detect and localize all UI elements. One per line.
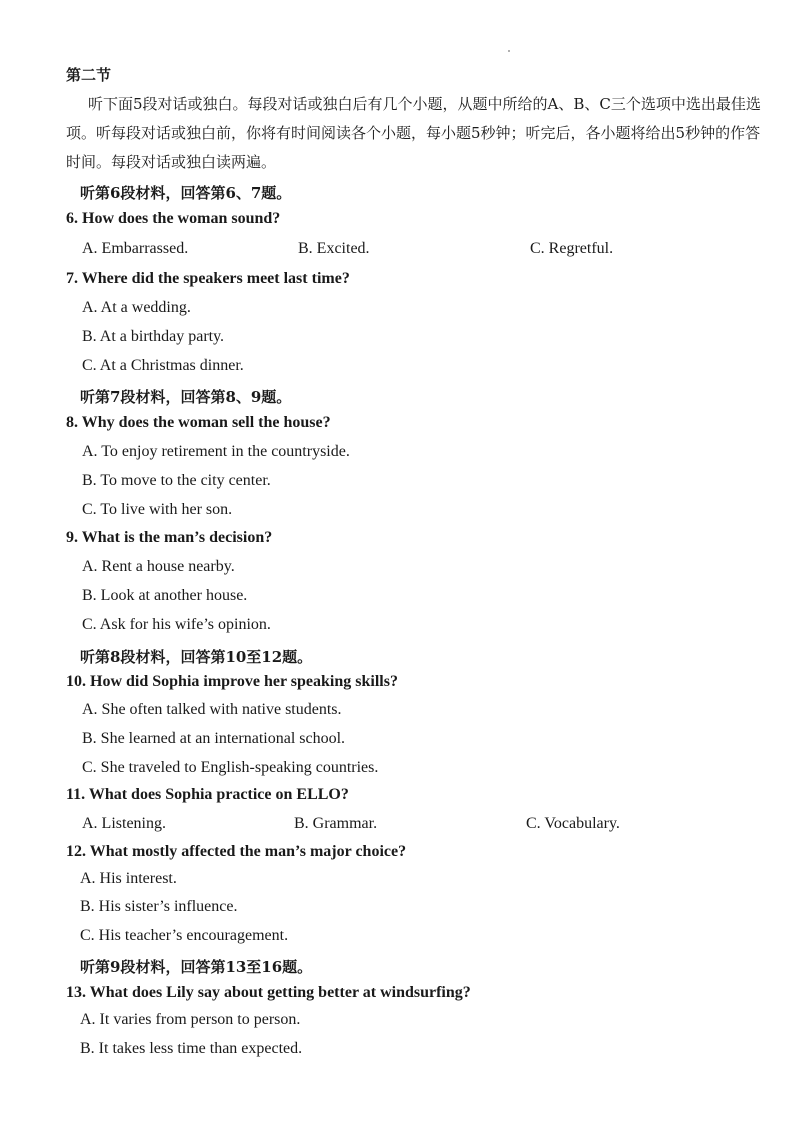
question-10: 10. How did Sophia improve her speaking skills? <box>66 673 398 690</box>
question-8: 8. Why does the woman sell the house? <box>66 414 331 431</box>
option-13b: B. It takes less time than expected. <box>80 1040 303 1057</box>
option-12a: A. His interest. <box>80 870 177 887</box>
option-12c: C. His teacher’s encouragement. <box>80 927 289 944</box>
question-12: 12. What mostly affected the man’s major choice? <box>66 843 407 860</box>
question-13: 13. What does Lily say about getting better at windsurfing? <box>66 984 471 1001</box>
option-6b: B. Excited. <box>298 240 370 257</box>
section-instructions: 听下面5段对话或独白。每段对话或独白后有几个小题，从题中所给的A、B、C三个选项中选出最佳选项。听每段对话或独白前，你将有时间阅读各个小题，每小题5秒钟；听完后，各小题将给出5秒钟的作答时间。每段对话或独白读两遍。 <box>66 95 761 171</box>
scan-speck <box>508 50 510 52</box>
option-10b: B. She learned at an international school. <box>82 730 346 747</box>
option-9b: B. Look at another house. <box>82 587 248 604</box>
option-6a: A. Embarrassed. <box>82 240 189 257</box>
listen-instruction-6: 听第6段材料，回答第6、7题。 <box>80 184 292 202</box>
option-9c: C. Ask for his wife’s opinion. <box>82 616 271 633</box>
option-11b: B. Grammar. <box>294 815 378 832</box>
option-7a: A. At a wedding. <box>82 299 191 316</box>
question-6: 6. How does the woman sound? <box>66 210 281 227</box>
option-9a: A. Rent a house nearby. <box>82 558 235 575</box>
option-7b: B. At a birthday party. <box>82 328 225 345</box>
option-6c: C. Regretful. <box>530 240 614 257</box>
listen-instruction-9: 听第9段材料，回答第13至16题。 <box>80 958 313 976</box>
option-8b: B. To move to the city center. <box>82 472 271 489</box>
option-8c: C. To live with her son. <box>82 501 233 518</box>
option-10c: C. She traveled to English-speaking countries. <box>82 759 379 776</box>
option-11a: A. Listening. <box>82 815 166 832</box>
section-title: 第二节 <box>66 66 112 84</box>
option-13a: A. It varies from person to person. <box>80 1011 301 1028</box>
listen-instruction-8: 听第8段材料，回答第10至12题。 <box>80 648 313 666</box>
option-12b: B. His sister’s influence. <box>80 898 238 915</box>
question-9: 9. What is the man’s decision? <box>66 529 273 546</box>
question-11: 11. What does Sophia practice on ELLO? <box>66 786 349 803</box>
option-10a: A. She often talked with native students. <box>82 701 342 718</box>
option-8a: A. To enjoy retirement in the countryside. <box>82 443 350 460</box>
listen-instruction-7: 听第7段材料，回答第8、9题。 <box>80 388 292 406</box>
option-7c: C. At a Christmas dinner. <box>82 357 244 374</box>
question-7: 7. Where did the speakers meet last time? <box>66 270 350 287</box>
option-11c: C. Vocabulary. <box>526 815 620 832</box>
